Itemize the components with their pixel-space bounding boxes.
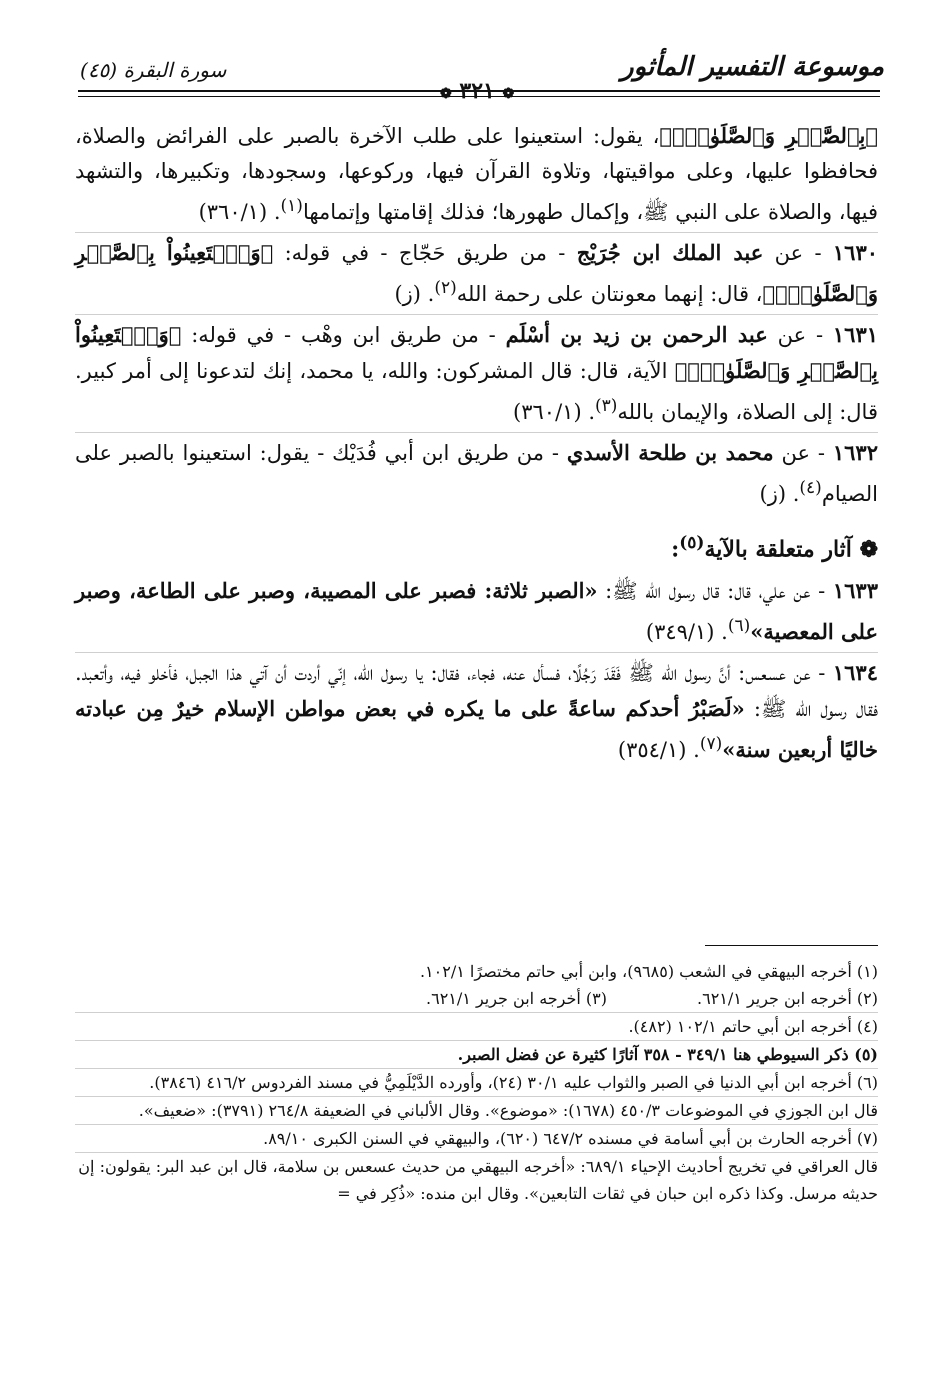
footnote-6: (٦) أخرجه ابن أبي الدنيا في الصبر والثواب عليه ٣٠/١ (٢٤)، وأورده الدَّيْلَمِيُّ في مسند الفردوس ٤١٦/٢ (٣٨٤٦). [75,1068,878,1096]
entry-text: ، يقول: استعينوا على طلب الآخرة بالصبر على الفرائض والصلاة، فحافظوا عليها، وعلى مواقيتها، وتلاوة القرآن فيها، وركوعها، وسجودها، وتكبيرها، والتشهد فيها، والصلاة على النبي ﷺ، وإكمال طهورها؛ فذلك إقامتها وإتمامها [75,124,878,224]
entry-source: . (ز) [394,282,435,306]
header-rule [78,90,880,92]
entry-text: - من طريق ابن أبي فُدَيْك - يقول: استعينوا بالصبر على الصيام [75,441,878,506]
quran-verse: ﴿وَٱسۡتَعِينُواْ بِٱلصَّبۡرِ وَٱلصَّلَوٰةِۚ﴾ [75,240,878,306]
narrator-name: محمد بن طلحة الأسدي [566,440,774,465]
footnote-ref: (١) [280,196,303,216]
main-text [75,118,878,768]
narrator-name: عبد الملك ابن جُرَيْج [576,240,764,265]
entry-text: - من طريق ابن وهْب - في قوله: [181,323,506,347]
footnote-ref: (٢) [434,278,457,298]
book-title: موسوعة التفسير المأثور [621,52,884,82]
quran-verse: ﴿بِٱلصَّبۡرِ وَٱلصَّلَوٰةِۚ﴾ [659,123,879,148]
ornament-icon: ❁ [440,86,452,102]
surah-label: سورة البقرة (٤٥) [80,58,227,82]
footnote-7-note: قال العراقي في تخريج أحاديث الإحياء ٦٨٩/١: «أخرجه البيهقي من حديث عسعس بن سلامة، قال ابن عبد البر: يقولون: إن حديثه مرسل. وكذا ذكره ابن حبان في ثقات التابعين». وقال ابن منده: «ذُكِر في = [75,1152,878,1207]
page-number-value: ٣٢١ [459,78,495,104]
entry-text: ، قال: إنهما معونتان على رحمة الله [456,282,763,306]
footnote-2: (٢) أخرجه ابن جرير ٦٢١/١. [697,989,878,1008]
entry-text: - عن [773,441,833,465]
entry-number: ١٦٣٠ [832,240,879,265]
footnote-ref: (٣) [595,396,618,416]
header-rule-thin [78,96,880,97]
entry-number: ١٦٣٣ [832,578,878,604]
hadith-text: «لَصَبْرُ أحدكم ساعةً على ما يكره في بعض مواطن الإسلام خيرٌ مِن عبادته خاليًا أربعين سنة» [75,696,878,763]
footnotes [75,958,878,1207]
footnote-separator [705,945,878,946]
section-heading [75,526,878,567]
entry-source: . (٣٦٠/١) [513,400,595,424]
footnote-3: (٣) أخرجه ابن جرير ٦٢١/١. [426,989,607,1008]
narrator-name: عبد الرحمن بن زيد بن أسْلَم [505,322,768,347]
quran-verse: ﴿وَٱسۡتَعِينُواْ بِٱلصَّبۡرِ وَٱلصَّلَوٰةِۚ﴾ [75,322,878,383]
entry-text: - عن عسعس: أنَّ رسول الله ﷺ فَقَدَ رَجُلًا، فسأل عنه، فجاء، فقال: يا رسول الله، إنّي أردت أن آتي هذا الجبل، فأخلو فيه، وأتعبد. فقال رسول الله ﷺ: [75,661,879,722]
entry-source: . (٣٦٠/١) [198,200,281,224]
footnote-ref: (٧) [699,734,723,755]
footnote-4: (٤) أخرجه ابن أبي حاتم ١٠٢/١ (٤٨٢). [75,1012,878,1040]
ornament-icon: ❁ [502,86,515,102]
entry-1634 [75,652,878,768]
entry-text: الآية، قال: قال المشركون: والله، يا محمد، إنك لتدعونا إلى أمر كبير. قال: إلى الصلاة، والإيمان بالله [75,359,878,424]
flower-icon: ❁ [859,536,878,563]
entry-text: - عن [767,323,833,347]
entry-number: ١٦٣٤ [832,660,878,686]
section-title: آثار متعلقة بالآية [704,536,852,563]
footnote-1: (١) أخرجه البيهقي في الشعب (٩٦٨٥)، وابن أبي حاتم مختصرًا ١٠٢/١. [419,962,878,981]
entry-1630 [75,232,878,312]
footnote-5: (٥) ذكر السيوطي هنا ٣٤٩/١ - ٣٥٨ آثارًا كثيرة عن فضل الصبر. [75,1040,878,1068]
entry-1633 [75,573,878,650]
entry-source: . (٣٥٤/١) [617,738,700,763]
footnote-ref: (٤) [799,478,822,498]
entry-continued [75,118,878,230]
hadith-text: «الصبر ثلاثة: فصبر على المصيبة، وصبر على الطاعة، وصبر على المعصية» [75,578,878,645]
entry-text: - من طريق حَجّاج - في قوله: [273,241,577,265]
entry-1632 [75,432,878,512]
footnote-ref: (٥) [679,533,705,553]
footnote-7: (٧) أخرجه الحارث بن أبي أسامة في مسنده ٦٤٧/٢ (٦٢٠)، والبيهقي في السنن الكبرى ٨٩/١٠. [75,1124,878,1152]
entry-source: . (٣٤٩/١) [645,620,728,645]
entry-1631 [75,314,878,430]
entry-text: - عن علي، قال: قال رسول الله ﷺ: [597,579,833,604]
entry-text: - عن [763,241,833,265]
footnote-ref: (٦) [727,616,751,637]
footnote-row [75,985,878,1012]
footnote-6-note: قال ابن الجوزي في الموضوعات ٤٥٠/٣ (١٦٧٨): «موضوع». وقال الألباني في الضعيفة ٢٦٤/٨ (٣٧٩١): «ضعيف». [75,1096,878,1124]
entry-number: ١٦٣١ [832,322,879,347]
entry-number: ١٦٣٢ [832,440,878,465]
section-colon: : [671,536,680,563]
entry-source: . (ز) [759,482,800,506]
